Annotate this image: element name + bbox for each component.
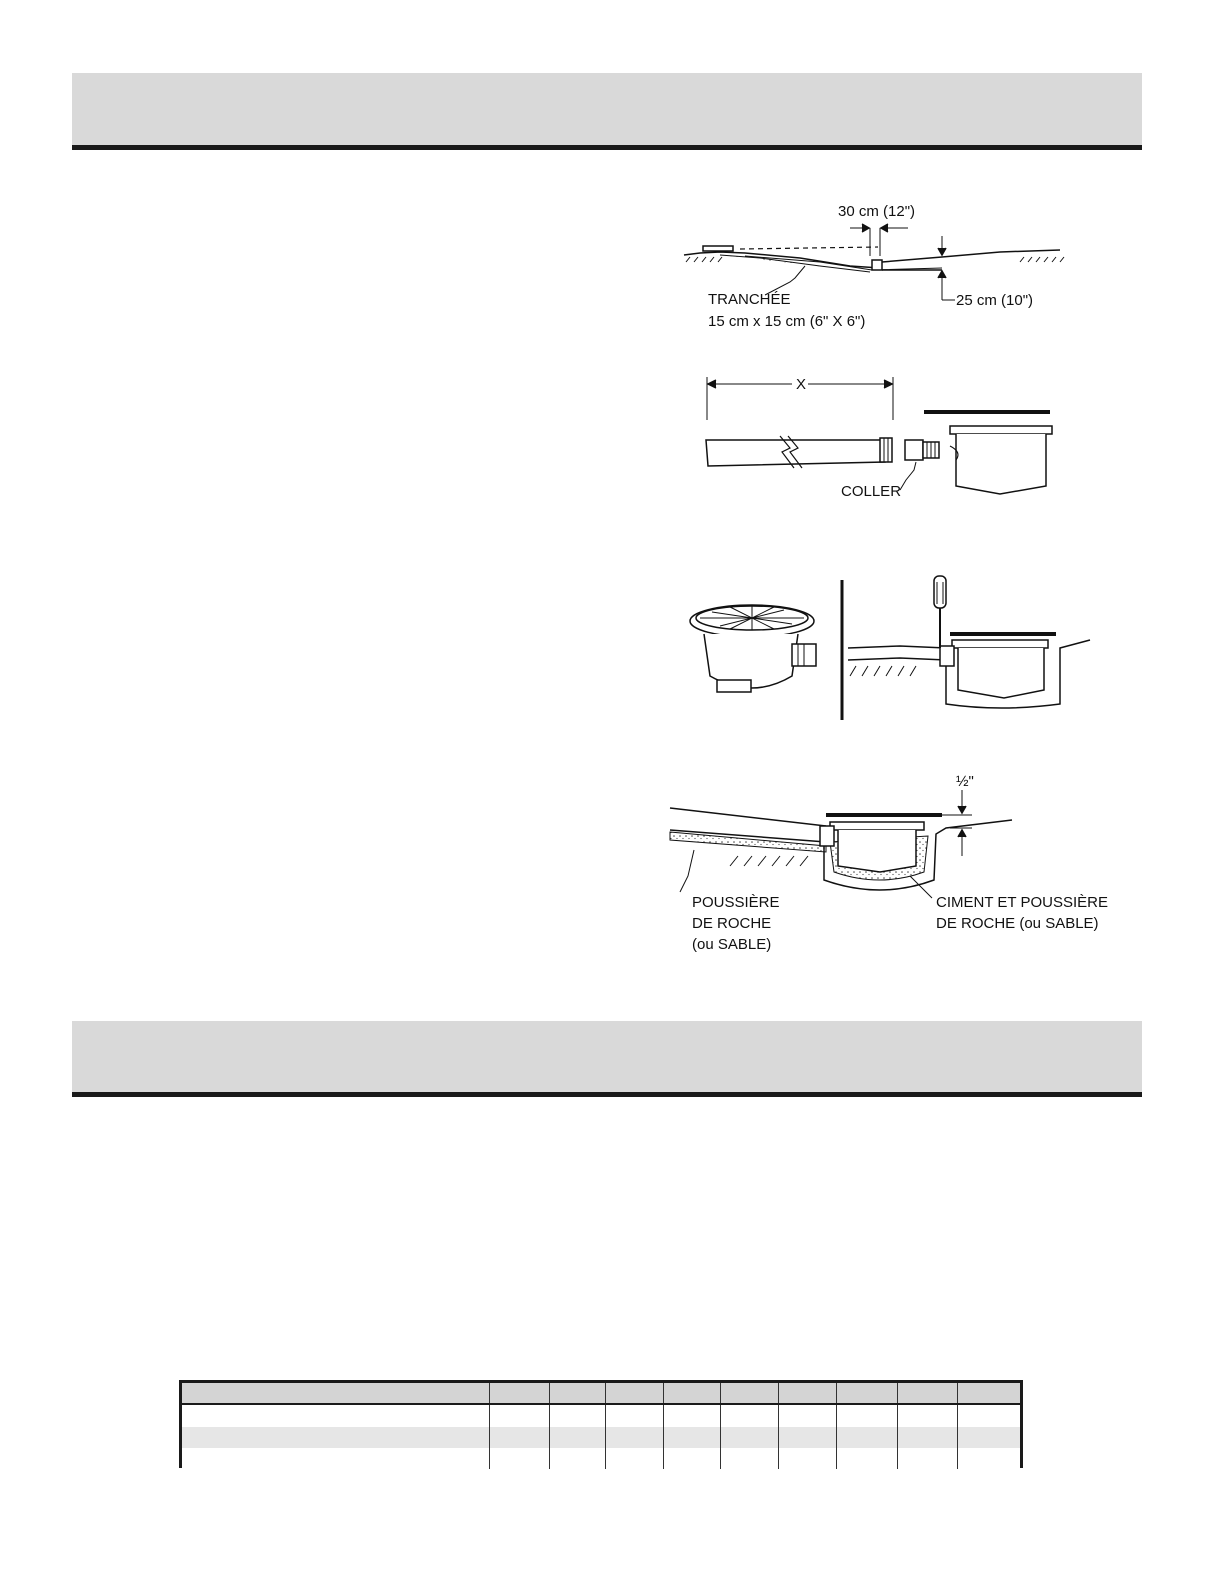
table-cell [957, 1404, 1020, 1427]
table-cell [605, 1448, 663, 1469]
table-header-cell [836, 1383, 897, 1404]
table-cell [720, 1404, 778, 1427]
table-cell [549, 1427, 605, 1448]
cement-label-line2: DE ROCHE (ou SABLE) [936, 915, 1099, 932]
trench-label-line2: 15 cm x 15 cm (6" X 6") [708, 313, 866, 330]
table-cell [957, 1427, 1020, 1448]
table-cell [720, 1427, 778, 1448]
glue-label: COLLER [841, 483, 902, 500]
table-cell [663, 1404, 720, 1427]
table-cell [836, 1427, 897, 1448]
rock-dust-label-line1: POUSSIÈRE [692, 894, 780, 911]
table-cell [957, 1448, 1020, 1469]
table-cell [836, 1448, 897, 1469]
table-header-cell [549, 1383, 605, 1404]
table-cell [605, 1404, 663, 1427]
rock-dust-label-line2: DE ROCHE [692, 915, 772, 932]
rock-dust-label-line3: (ou SABLE) [692, 936, 772, 953]
table-cell [182, 1427, 489, 1448]
table-cell [897, 1427, 957, 1448]
table-cell [182, 1404, 489, 1427]
table-row [182, 1404, 1020, 1427]
table-header-cell [778, 1383, 836, 1404]
table-cell [182, 1448, 489, 1469]
data-table [179, 1380, 1023, 1468]
figure-skimmer-install [690, 576, 1090, 720]
table-row [182, 1448, 1020, 1469]
dim-label-25cm: 25 cm (10") [956, 292, 1034, 309]
table-cell [549, 1404, 605, 1427]
table-cell [663, 1427, 720, 1448]
dim-label-half-inch: ½" [956, 773, 974, 790]
table-header-cell [897, 1383, 957, 1404]
table-cell [836, 1404, 897, 1427]
table-cell [897, 1448, 957, 1469]
table-header-cell [605, 1383, 663, 1404]
table-cell [663, 1448, 720, 1469]
table-header-row [182, 1383, 1020, 1404]
table-cell [720, 1448, 778, 1469]
table-header-cell [182, 1383, 489, 1404]
table-cell [778, 1427, 836, 1448]
table-row [182, 1427, 1020, 1448]
table-cell [897, 1404, 957, 1427]
table-cell [489, 1427, 549, 1448]
table-cell [489, 1448, 549, 1469]
table-header-cell [489, 1383, 549, 1404]
table-header-cell [720, 1383, 778, 1404]
table-header-cell [957, 1383, 1020, 1404]
dim-label-30cm: 30 cm (12") [838, 203, 916, 220]
table-cell [605, 1427, 663, 1448]
table-cell [489, 1404, 549, 1427]
figure-pipe-glue [706, 377, 1052, 494]
trench-label-line1: TRANCHÉE [708, 291, 791, 308]
table-cell [778, 1404, 836, 1427]
table-cell [549, 1448, 605, 1469]
table-header-cell [663, 1383, 720, 1404]
cement-label-line1: CIMENT ET POUSSIÈRE [936, 894, 1108, 911]
figure-concrete-setting [670, 790, 1012, 898]
figure-trench [684, 224, 1064, 300]
dim-label-x: X [796, 376, 807, 393]
table-cell [778, 1448, 836, 1469]
